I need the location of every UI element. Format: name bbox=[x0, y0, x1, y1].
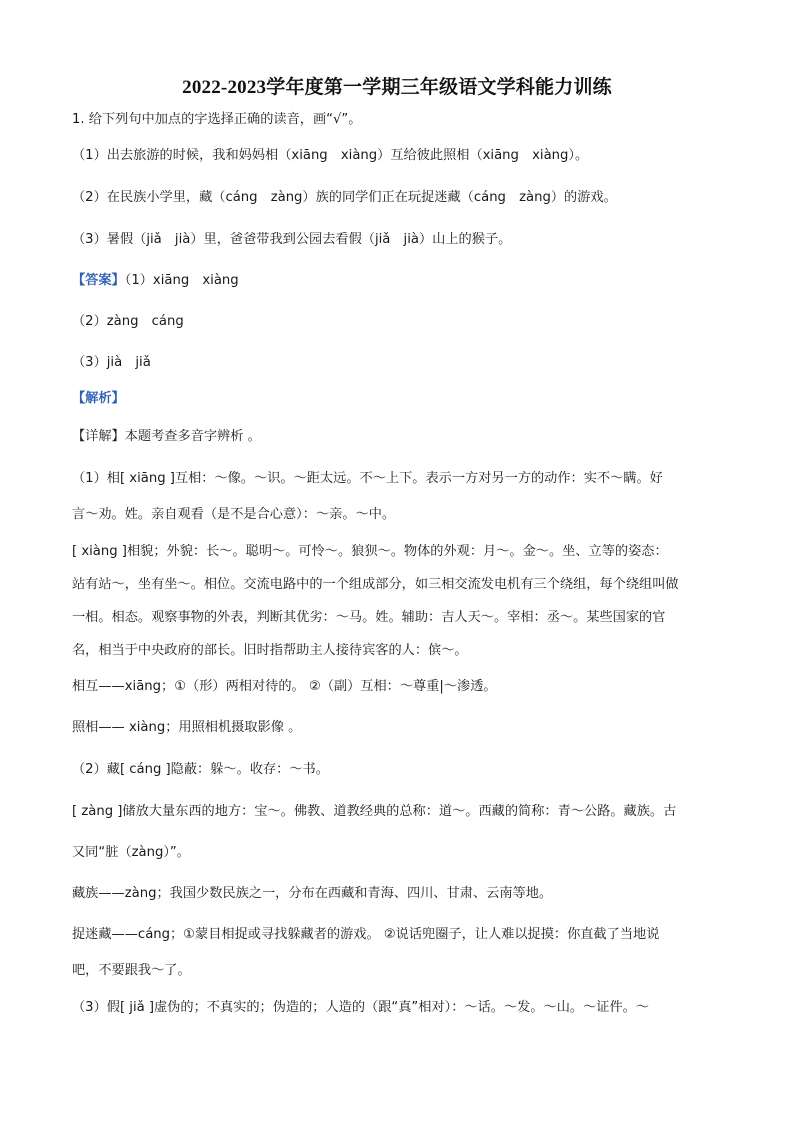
explanation-line: 又同“脏（zàng）”。 bbox=[72, 845, 190, 860]
analysis-tag: 【解析】 bbox=[72, 391, 125, 406]
explanation-line: 相互——xiāng；①（形）两相对待的。 ②（副）互相：～尊重|～渗透。 bbox=[72, 679, 497, 694]
question-item-3: （3）暑假（jiǎ jià）里，爸爸带我到公园去看假（jiǎ jià）山上的猴子。 bbox=[72, 232, 512, 247]
explanation-line: [ zàng ]储放大量东西的地方：宝～。佛教、道教经典的总称：道～。西藏的简称：青～公路。藏族。古 bbox=[72, 804, 677, 819]
explanation-line: 名，相当于中央政府的部长。旧时指帮助主人接待宾客的人：傧～。 bbox=[72, 643, 468, 658]
explanation-line: 吧，不要跟我～了。 bbox=[72, 963, 191, 978]
explanation-line: 藏族——zàng；我国少数民族之一，分布在西藏和青海、四川、甘肃、云南等地。 bbox=[72, 886, 553, 901]
explanation-line: （2）藏[ cáng ]隐蔽：躲～。收存：～书。 bbox=[72, 762, 329, 777]
explanation-line: （1）相[ xiāng ]互相：～像。～识。～距太远。不～上下。表示一方对另一方的动作：实不～瞒。好 bbox=[72, 471, 663, 486]
answer-text-1: （1）xiāng xiàng bbox=[124, 273, 239, 288]
answer-tag: 【答案】 bbox=[72, 273, 125, 288]
question-item-1: （1）出去旅游的时候，我和妈妈相（xiāng xiàng）互给彼此照相（xiāng xiàng）。 bbox=[72, 148, 589, 163]
explanation-line: 一相。相态。观察事物的外表，判断其优劣：～马。姓。辅助：吉人天～。宰相：丞～。某些国家的官 bbox=[72, 610, 666, 625]
answer-line-2: （2）zàng cáng bbox=[72, 314, 184, 329]
question-stem: 1. 给下列句中加点的字选择正确的读音，画“√”。 bbox=[72, 112, 362, 127]
explanation-line: （3）假[ jiǎ ]虚伪的；不真实的；伪造的；人造的（跟“真”相对）：～话。～发。～山。～证件。～ bbox=[72, 1000, 650, 1015]
explanation-line: 站有站～，坐有坐～。相位。交流电路中的一个组成部分，如三相交流发电机有三个绕组，每个绕组叫做 bbox=[72, 577, 679, 592]
question-item-2: （2）在民族小学里，藏（cáng zàng）族的同学们正在玩捉迷藏（cáng zàng）的游戏。 bbox=[72, 190, 617, 205]
explanation-line: [ xiàng ]相貌；外貌：长～。聪明～。可怜～。狼狈～。物体的外观：月～。金～。坐、立等的姿态： bbox=[72, 544, 668, 559]
answer-line-1 bbox=[72, 272, 732, 290]
explanation-line: 捉迷藏——cáng；①蒙目相捉或寻找躲藏者的游戏。 ②说话兜圈子，让人难以捉摸：你直截了当地说 bbox=[72, 927, 660, 942]
explanation-line: 言～劝。姓。亲自观看（是不是合心意）：～亲。～中。 bbox=[72, 507, 396, 522]
explanation-line: 照相—— xiàng；用照相机摄取影像 。 bbox=[72, 720, 302, 735]
page-title: 2022-2023学年度第一学期三年级语文学科能力训练 bbox=[182, 77, 612, 98]
answer-line-3: （3）jià jiǎ bbox=[72, 355, 151, 370]
explanation-line: 【详解】本题考查多音字辨析 。 bbox=[72, 429, 261, 444]
